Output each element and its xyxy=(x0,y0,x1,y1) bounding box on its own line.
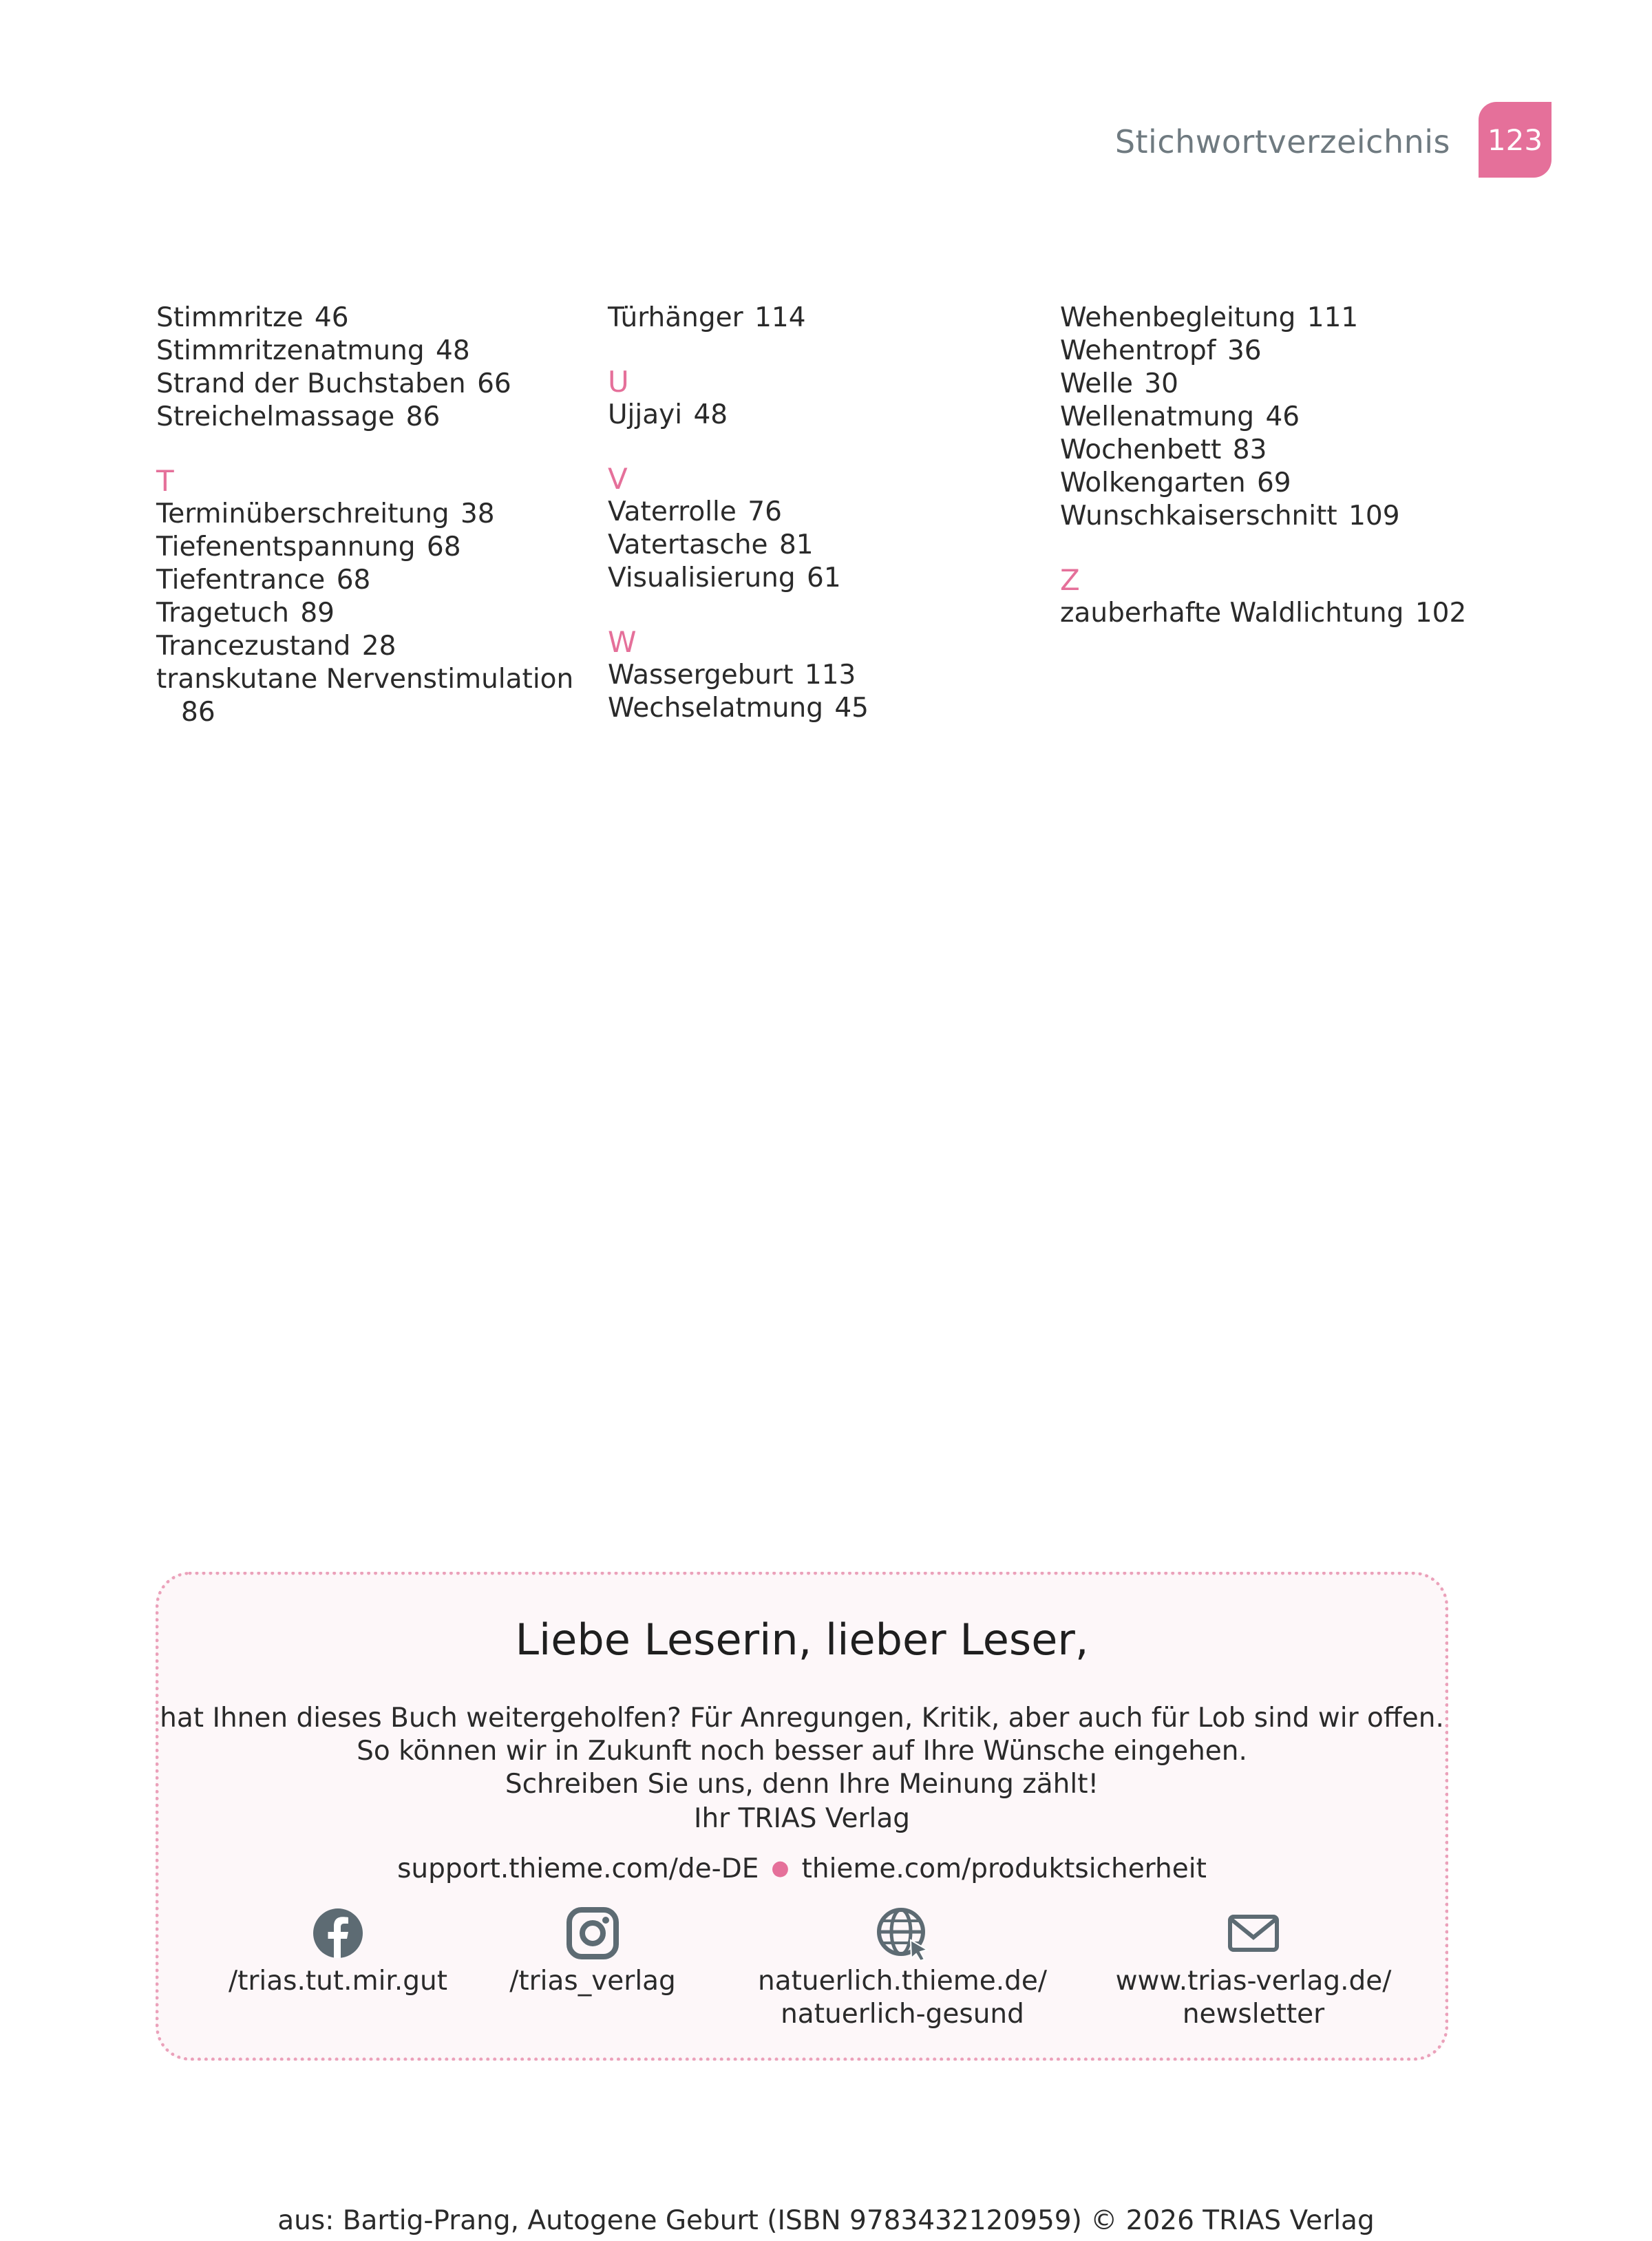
index-entry: Vaterrolle 76 xyxy=(608,496,782,527)
social-website[interactable] xyxy=(710,1906,1095,2031)
index-entry: Wochenbett 83 xyxy=(1060,434,1267,465)
index-entry: Terminüberschreitung 38 xyxy=(156,498,495,529)
mail-icon xyxy=(1226,1906,1281,1961)
index-entry: transkutane Nervenstimulation 86 xyxy=(156,664,574,728)
index-entry: Trancezustand 28 xyxy=(156,631,396,662)
feedback-box xyxy=(156,1572,1448,2061)
index-entry: Wassergeburt 113 xyxy=(608,660,856,691)
index-entry: Vatertasche 81 xyxy=(608,529,814,560)
feedback-line: So können wir in Zukunft noch besser auf Ihre Wünsche eingehen. xyxy=(357,1736,1247,1767)
social-label: natuerlich.thieme.de/ xyxy=(758,1966,1047,1997)
index-entry: Stimmritze 46 xyxy=(156,302,349,333)
feedback-heading: Liebe Leserin, lieber Leser, xyxy=(515,1614,1089,1665)
social-label: www.trias-verlag.de/ xyxy=(1115,1966,1392,1997)
index-column-3 xyxy=(1060,302,1487,630)
index-entry: Stimmritzenatmung 48 xyxy=(156,335,470,366)
feedback-signature: Ihr TRIAS Verlag xyxy=(693,1803,911,1834)
section-title: Stichwortverzeichnis xyxy=(1114,123,1450,160)
index-entry: Strand der Buchstaben 66 xyxy=(156,368,511,399)
index-entry: Wehentropf 36 xyxy=(1060,335,1262,366)
index-entry: Streichelmassage 86 xyxy=(156,401,441,432)
facebook-icon xyxy=(310,1906,366,1961)
source-citation: aus: Bartig-Prang, Autogene Geburt (ISBN 9783432120959) © 2026 TRIAS Verlag xyxy=(277,2205,1375,2236)
index-letter-v: V xyxy=(608,462,628,496)
index-letter-z: Z xyxy=(1060,563,1080,597)
bullet-separator: ● xyxy=(771,1856,790,1880)
social-label: natuerlich-gesund xyxy=(781,1999,1024,2030)
feedback-line: hat Ihnen dieses Buch weitergeholfen? Für Anregungen, Kritik, aber auch für Lob sind wir offen. xyxy=(160,1703,1444,1734)
index-entry: zauberhafte Waldlichtung 102 xyxy=(1060,598,1467,629)
social-label: newsletter xyxy=(1182,1999,1325,2030)
social-newsletter[interactable] xyxy=(1074,1906,1432,2031)
feedback-links xyxy=(159,1852,1445,1886)
index-letter-w: W xyxy=(608,625,637,659)
social-facebook[interactable] xyxy=(200,1906,476,1998)
index-entry: Visualisierung 61 xyxy=(608,562,841,593)
globe-icon xyxy=(875,1906,930,1961)
index-entry: Tragetuch 89 xyxy=(156,598,335,629)
index-entry: Wehenbegleitung 111 xyxy=(1060,302,1359,333)
page-number: 123 xyxy=(1487,123,1543,157)
index-column-1 xyxy=(156,302,574,729)
index-entry: Tiefentrance 68 xyxy=(156,565,371,596)
index-entry: Wunschkaiserschnitt 109 xyxy=(1060,501,1400,532)
index-letter-u: U xyxy=(608,365,629,399)
social-label: /trias.tut.mir.gut xyxy=(228,1966,448,1997)
feedback-line: Schreiben Sie uns, denn Ihre Meinung zählt! xyxy=(505,1769,1099,1800)
social-instagram[interactable] xyxy=(483,1906,703,1998)
social-label: /trias_verlag xyxy=(509,1966,676,1997)
support-link[interactable]: support.thieme.com/de-DE xyxy=(397,1853,759,1884)
index-column-2 xyxy=(608,302,1021,725)
index-entry: Wolkengarten 69 xyxy=(1060,467,1291,498)
index-entry: Türhänger 114 xyxy=(608,302,806,333)
page-number-badge xyxy=(1479,102,1552,178)
index-entry: Wechselatmung 45 xyxy=(608,693,869,724)
index-entry: Wellenatmung 46 xyxy=(1060,401,1300,432)
index-entry: Ujjayi 48 xyxy=(608,399,728,430)
feedback-body xyxy=(159,1702,1445,1801)
index-entry: Welle 30 xyxy=(1060,368,1178,399)
index-letter-t: T xyxy=(156,464,174,498)
instagram-icon xyxy=(565,1906,620,1961)
index-entry: Tiefenentspannung 68 xyxy=(156,532,461,562)
product-safety-link[interactable]: thieme.com/produktsicherheit xyxy=(801,1853,1207,1884)
